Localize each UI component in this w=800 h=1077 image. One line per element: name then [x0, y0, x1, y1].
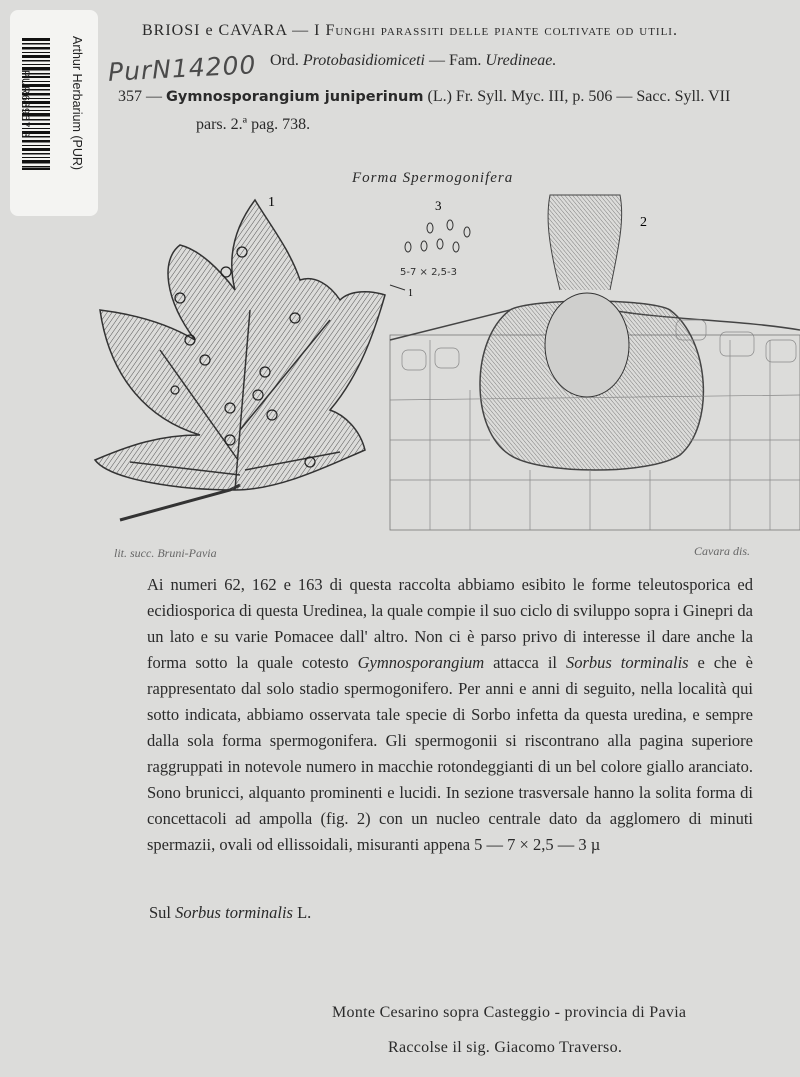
authors: BRIOSI e CAVARA	[142, 22, 288, 39]
herbarium-name: Arthur Herbarium (PUR)	[70, 36, 84, 171]
artist-credit: Cavara dis.	[694, 544, 751, 558]
fig3-label: 3	[435, 198, 442, 213]
fig1-label: 1	[268, 195, 275, 210]
pars-line: pars. 2.ª pag. 738.	[196, 116, 311, 133]
catalog-number: PUR63967 3	[19, 70, 31, 138]
host-author: L.	[297, 903, 312, 922]
plate-illustration	[90, 190, 800, 540]
section-drawing	[390, 195, 800, 530]
para-part-3: e che è rappresentato dal solo stadio spermogonifero. Per anni e anni di seguito, nella località qui sotto indicata, abbiamo osservata tale specie di Sorbo infetta da questa uredina, e sempre dalla sola forma spermogonifera. Gli spermogonii si riscontrano alla pagina superiore raggruppati in notevole numero in macchie rotondeggianti di un bel colore giallo aranciato. Sono brunicci, alquanto prominenti e lucidi. In sezione trasversale hanno la solita forma di concettacoli ad ampolla (fig. 2) con un nucleo centrale dato da agglomero di minuti spermazii, ovali od ellissoidali, misuranti appena 5 — 7 × 2,5 — 3 µ	[147, 653, 753, 854]
spore-measure: 5-7 × 2,5-3	[400, 267, 457, 278]
spores-drawing	[405, 220, 470, 252]
host-prefix: Sul	[149, 903, 172, 922]
species-name: Gymnosporangium juniperinum	[166, 89, 424, 105]
order-name: Protobasidiomiceti	[302, 52, 425, 69]
series-title: — I Funghi parassiti delle piante coltivate od utili.	[292, 22, 678, 39]
fig2-label: 2	[640, 215, 647, 230]
series-header	[142, 22, 678, 40]
leaf-drawing	[95, 200, 385, 520]
species-line	[118, 88, 730, 106]
host-line	[149, 903, 311, 923]
plate-title: Forma Spermogonifera	[352, 170, 514, 186]
genus-italic: Gymnosporangium	[357, 653, 485, 672]
description-paragraph	[147, 572, 753, 858]
para-part-1: Ai numeri 62, 162 e 163 di questa raccolta abbiamo esibito le forme teleutosporica ed ecidiosporica di questa Uredinea, la quale compie il suo ciclo di sviluppo sopra i Ginepri da un lato e su varie Pomacee dall' altro. Non ci è parso privo di interesse il dare anche la forma sotto la quale cotesto	[147, 575, 753, 672]
pointer-label: 1	[408, 288, 413, 299]
host-name: Sorbus torminalis	[175, 903, 293, 922]
lithographer-credit: lit. succ. Bruni-Pavia	[114, 546, 217, 560]
order-prefix: Ord.	[270, 52, 299, 69]
order-sep: — Fam.	[428, 52, 482, 69]
handwritten-accession: PurN14200	[107, 50, 258, 87]
para-part-2: attacca il	[484, 653, 566, 672]
collector: Raccolse il sig. Giacomo Traverso.	[388, 1039, 623, 1056]
description-text	[147, 572, 753, 858]
host-italic: Sorbus torminalis	[565, 653, 689, 672]
locality: Monte Cesarino sopra Casteggio - provincia di Pavia	[332, 1004, 687, 1021]
order-family-line	[270, 52, 556, 70]
species-number: 357 —	[118, 88, 162, 105]
species-citation: (L.) Fr. Syll. Myc. III, p. 506 — Sacc. Syll. VII	[427, 88, 731, 105]
family-name: Uredineae.	[485, 52, 557, 69]
